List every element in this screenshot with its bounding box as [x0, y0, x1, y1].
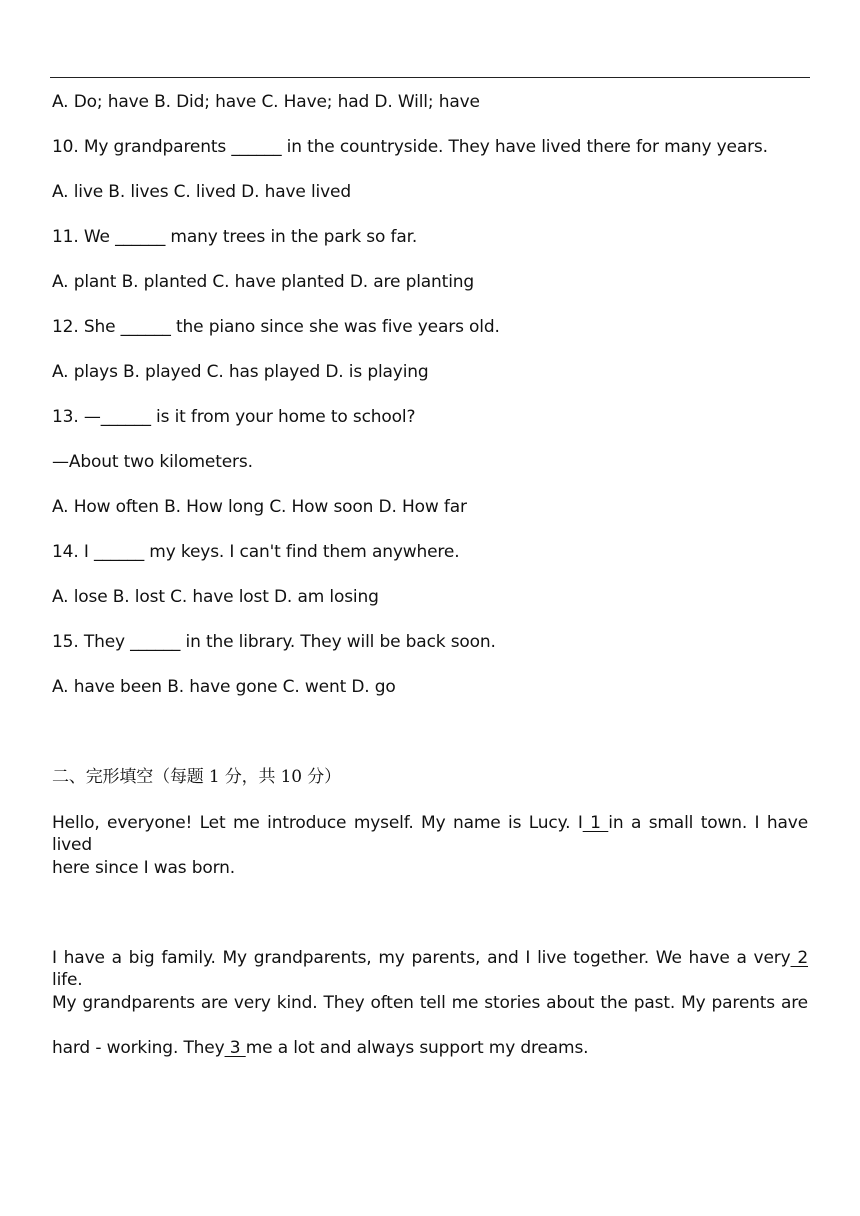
- blank-1: 1: [582, 813, 609, 833]
- q14-options: A. lose B. lost C. have lost D. am losing: [52, 587, 379, 607]
- q12-stem: 12. She ______ the piano since she was five years old.: [52, 317, 500, 337]
- p1-text-a: Hello, everyone! Let me introduce myself. My name is Lucy. I: [52, 813, 583, 833]
- q10-options: A. live B. lives C. lived D. have lived: [52, 182, 351, 202]
- p2-l3-text-a: hard - working. They: [52, 1038, 225, 1058]
- paragraph-2-line-2: My grandparents are very kind. They often tell me stories about the past. My parents are: [52, 993, 808, 1013]
- p2-text-b: life.: [52, 970, 83, 990]
- p1-text-b: in a small town. I have lived: [52, 813, 808, 855]
- section-heading: 二、完形填空（每题 1 分，共 10 分）: [52, 767, 341, 787]
- q15-options: A. have been B. have gone C. went D. go: [52, 677, 396, 697]
- q13-options: A. How often B. How long C. How soon D. How far: [52, 497, 467, 517]
- header-rule: [50, 77, 810, 78]
- q10-stem: 10. My grandparents ______ in the countryside. They have lived there for many years.: [52, 137, 768, 157]
- q11-options: A. plant B. planted C. have planted D. are planting: [52, 272, 475, 292]
- q14-stem: 14. I ______ my keys. I can't find them anywhere.: [52, 542, 460, 562]
- paragraph-1-line-1: [52, 812, 808, 856]
- q15-stem: 15. They ______ in the library. They will be back soon.: [52, 632, 496, 652]
- blank-2: 2: [790, 948, 809, 968]
- paragraph-2-line-1: [52, 947, 808, 991]
- q11-stem: 11. We ______ many trees in the park so far.: [52, 227, 418, 247]
- q9-options: A. Do; have B. Did; have C. Have; had D. Will; have: [52, 92, 480, 112]
- paragraph-1-line-2: here since I was born.: [52, 858, 236, 878]
- q13-answer: —About two kilometers.: [52, 452, 253, 472]
- p2-text-a: I have a big family. My grandparents, my parents, and I live together. We have a very: [52, 948, 791, 968]
- p2-l3-text-b: me a lot and always support my dreams.: [245, 1038, 589, 1058]
- paragraph-2-line-3: [52, 1037, 588, 1059]
- blank-3: 3: [224, 1038, 246, 1058]
- q12-options: A. plays B. played C. has played D. is playing: [52, 362, 429, 382]
- q13-stem: 13. —______ is it from your home to school?: [52, 407, 416, 427]
